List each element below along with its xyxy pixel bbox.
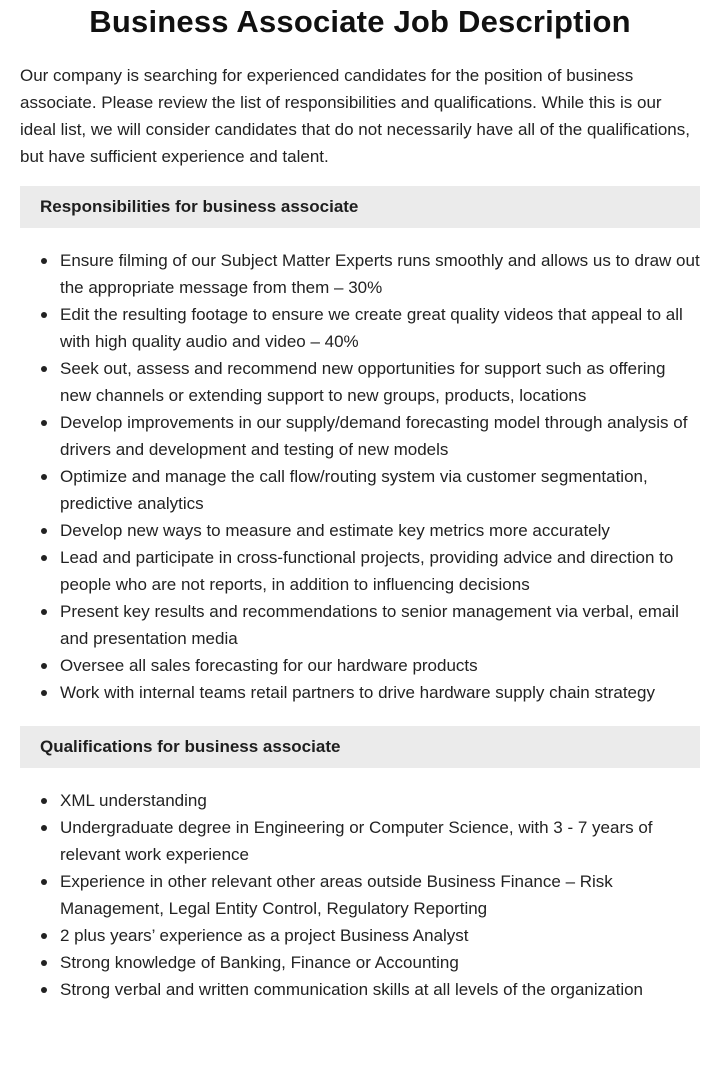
- list-item-text: 2 plus years’ experience as a project Business Analyst: [60, 926, 469, 945]
- bullet-icon: [41, 528, 47, 534]
- list-item-text: XML understanding: [60, 791, 207, 810]
- list-item-text: Optimize and manage the call flow/routing system via customer segmentation, predictive analytics: [60, 467, 648, 513]
- list-item-text: Oversee all sales forecasting for our hardware products: [60, 656, 478, 675]
- bullet-icon: [41, 663, 47, 669]
- list-item-text: Edit the resulting footage to ensure we create great quality videos that appeal to all with high quality audio and video – 40%: [60, 305, 683, 351]
- list-item: [20, 814, 700, 868]
- list-item-text: Ensure filming of our Subject Matter Experts runs smoothly and allows us to draw out the appropriate message from them – 30%: [60, 251, 700, 297]
- qualifications-list: [20, 787, 700, 1003]
- list-item-text: Lead and participate in cross-functional projects, providing advice and direction to people who are not reports, in addition to influencing decisions: [60, 548, 674, 594]
- bullet-icon: [41, 879, 47, 885]
- bullet-icon: [41, 555, 47, 561]
- list-item: [20, 463, 700, 517]
- list-item: [20, 247, 700, 301]
- responsibilities-heading: Responsibilities for business associate: [20, 186, 700, 228]
- bullet-icon: [41, 366, 47, 372]
- bullet-icon: [41, 420, 47, 426]
- list-item: [20, 355, 700, 409]
- bullet-icon: [41, 690, 47, 696]
- list-item: [20, 409, 700, 463]
- list-item-text: Strong knowledge of Banking, Finance or Accounting: [60, 953, 459, 972]
- page-title: Business Associate Job Description: [89, 4, 631, 39]
- list-item: [20, 301, 700, 355]
- list-item-text: Develop improvements in our supply/demand forecasting model through analysis of drivers and development and testing of new models: [60, 413, 688, 459]
- list-item-text: Work with internal teams retail partners to drive hardware supply chain strategy: [60, 683, 655, 702]
- list-item-text: Develop new ways to measure and estimate key metrics more accurately: [60, 521, 610, 540]
- list-item-text: Seek out, assess and recommend new opportunities for support such as offering new channels or extending support to new groups, products, locations: [60, 359, 666, 405]
- section-spacer: [20, 706, 700, 726]
- list-item: [20, 517, 700, 544]
- list-item-text: Undergraduate degree in Engineering or Computer Science, with 3 - 7 years of relevant work experience: [60, 818, 653, 864]
- bullet-icon: [41, 474, 47, 480]
- bullet-icon: [41, 933, 47, 939]
- list-item: [20, 976, 700, 1003]
- bullet-icon: [41, 825, 47, 831]
- bullet-icon: [41, 312, 47, 318]
- list-item: [20, 868, 700, 922]
- list-item: [20, 652, 700, 679]
- bullet-icon: [41, 798, 47, 804]
- bullet-icon: [41, 258, 47, 264]
- responsibilities-list: [20, 247, 700, 706]
- list-item: [20, 949, 700, 976]
- list-item: [20, 922, 700, 949]
- bullet-icon: [41, 960, 47, 966]
- list-item-text: Present key results and recommendations to senior management via verbal, email and presentation media: [60, 602, 679, 648]
- bullet-icon: [41, 609, 47, 615]
- list-item: [20, 679, 700, 706]
- bullet-icon: [41, 987, 47, 993]
- list-item: [20, 598, 700, 652]
- list-item: [20, 787, 700, 814]
- list-item-text: Experience in other relevant other areas outside Business Finance – Risk Management, Legal Entity Control, Regulatory Reporting: [60, 872, 613, 918]
- list-item: [20, 544, 700, 598]
- list-item-text: Strong verbal and written communication skills at all levels of the organization: [60, 980, 644, 999]
- qualifications-heading: Qualifications for business associate: [20, 726, 700, 768]
- intro-paragraph: Our company is searching for experienced candidates for the position of business associate. Please review the list of responsibilities and qualifications. While this is our ideal list, we will consider candidates that do not necessarily have all of the qualifications, but have sufficient experience and talent.: [20, 66, 690, 166]
